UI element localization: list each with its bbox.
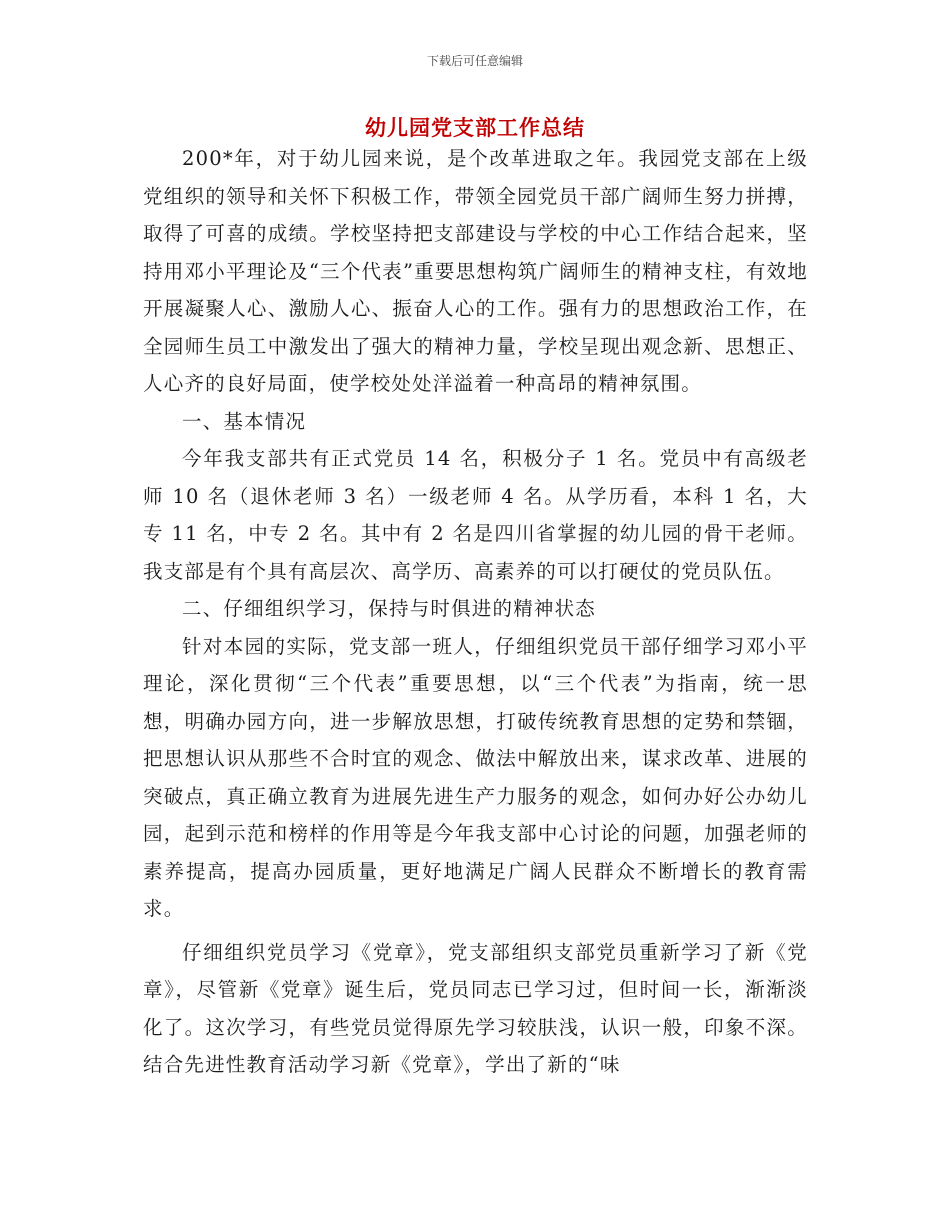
page-header-note: 下载后可任意编辑 <box>426 54 523 68</box>
section-heading-study: 二、仔细组织学习，保持与时俱进的精神状态 <box>182 597 597 620</box>
paragraph-study: 针对本园的实际，党支部一班人，仔细组织党员干部仔细学习邓小平理论，深化贯彻“三个代表”重要思想，以“三个代表”为指南，统一思想，明确办园方向，进一步解放思想，打破传统教育思想的定势和禁锢，把思想认识从那些不合时宜的观念、做法中解放出来，谋求改革、进展的突破点，真正确立教育为进展先进生产力服务的观念，如何办好公办幼儿园，起到示范和榜样的作用等是今年我支部中心讨论的问题，加强老师的素养提高，提高办园质量，更好地满足广阔人民群众不断增长的教育需求。 <box>143 634 808 920</box>
document-title: 幼儿园党支部工作总结 <box>365 116 585 140</box>
section-heading-basic-info: 一、基本情况 <box>182 409 307 433</box>
paragraph-intro: 200*年，对于幼儿园来说，是个改革进取之年。我园党支部在上级党组织的领导和关怀下积极工作，带领全园党员干部广阔师生努力拼搏，取得了可喜的成绩。学校坚持把支部建设与学校的中心工作结合起来，坚持用邓小平理论及“三个代表”重要思想构筑广阔师生的精神支柱，有效地开展凝聚人心、激励人心、振奋人心的工作。强有力的思想政治工作，在全园师生员工中激发出了强大的精神力量，学校呈现出观念新、思想正、人心齐的良好局面，使学校处处洋溢着一种高昂的精神氛围。 <box>143 147 808 395</box>
paragraph-party-constitution: 仔细组织党员学习《党章》，党支部组织支部党员重新学习了新《党章》，尽管新《党章》诞生后，党员同志已学习过，但时间一长，渐渐淡化了。这次学习，有些党员觉得原先学习较肤浅，认识一般，印象不深。结合先进性教育活动学习新《党章》，学出了新的“味 <box>143 940 808 1076</box>
document-body <box>143 140 808 1084</box>
paragraph-basic-info: 今年我支部共有正式党员 14 名，积极分子 1 名。党员中有高级老师 10 名（退休老师 3 名）一级老师 4 名。从学历看，本科 1 名，大专 11 名，中专 2 名。其中有 2 名是四川省掌握的幼儿园的骨干老师。我支部是有个具有高层次、高学历、高素养的可以打硬仗的党员队伍。 <box>143 447 808 583</box>
